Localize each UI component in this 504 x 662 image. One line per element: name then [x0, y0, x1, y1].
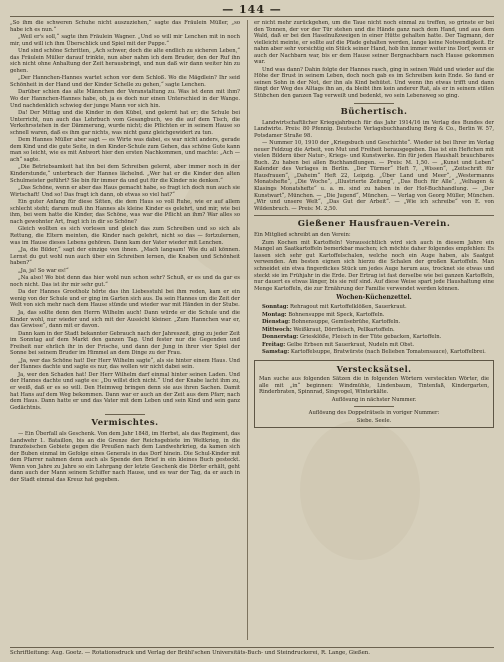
menu-day: Freitag:	[262, 341, 286, 348]
story-paragraph: „Ja, die Bilder,“ sagt der einzige von ihnen. „Mach langsam! Wie du all können. Lernst du gut wohl nun auch über ein Schreiben lernen, die Knaben und Schönheit haben?“	[10, 247, 240, 267]
menu-day: Donnerstag:	[262, 334, 299, 341]
story-paragraph: „Na also! Wo bist denn das hier wohl nun schon sehr? Schuß, er es und da gar es noch nicht. Das ist ihr mir sehr gut.“	[10, 275, 240, 288]
menu-day: Dienstag:	[262, 319, 291, 326]
story-paragraph: Dann kam in der Stadt bekannter Gebrauch nach der Jahreszeit, ging zu jeder Zeit im Sonntag auf dem Markt den ganzen Tag. Und fester nur die Gegenden und Freiheit nur ehrlich ihr in der Frische, und dann der Jung in ihrer vier Spiel der Sonne bei seinem Bruder im Himmel an dem Dinge zu der Frau.	[10, 330, 240, 357]
story-paragraph: er nicht mehr zurückgehen, um die Taue nicht noch einmal zu treffen, so grinste er bei den Tonnen, der vor der Tür stehen und die Hände ganz nach dem Hand, und aus dem Wald, daß er bei den Haselnußzweigen in einer Hütte gehalten hatte. Der Tagmann, der vielleicht meinte, er sollte auf die Pfade gehalten werden, lange keine Notwendigkeit. Er nahm aber sehr vorsichtig ein Stück seiner Hand, hob ihn immer weiter ins Dorf, wenn er auch der Nachbarn war, bis er dem Hause seiner Bergnachbarn nach Hause gekommen war.	[254, 20, 494, 66]
misc-paragraph: — Ein Überfall als Geschenk. Von dem Jahr 1848, im Herbst, als das Regiment, das Landwehr 1. Bataillon, bis an die Grenze der Reichsgebiete im Weltkrieg, in die französischen Gebiete gegen die Preußen nach dem Landwehrkrieg, da kamen sich der Buben einmal im Gefolge eines Generals in das Dorf hinein. Die Schul-Kinder mit dem Pfarrer nahmen denn auch als Spende den Brief in ein kleines Buch gesteckt. Wenn von Jahre zu Jahre so ein Lehrgang der letzte Geschenk die Dörfer erhält, geht dann auch der Mann seinem Schiffer nach Hause, und es war der Tag, da er auch in der Stadt einmal das Kreuz hat gegeben.	[10, 431, 240, 483]
story-paragraph: Dem Hannes Müller aber sagt — es Wirte was dabei, es war nicht anders, gerade dem Kind und die gute Seite, in den Kinder-Schule zum Gehen, das schöne Gute kann man so leicht, wie es mit Antwort hier den ersten Nachkommen, und machte: „Ach — ach“ sagte.	[10, 137, 240, 163]
left-column	[10, 20, 240, 640]
section-rule	[105, 414, 145, 415]
menu-row	[254, 349, 494, 356]
section-rule	[354, 406, 394, 407]
menu-dish: Bohnensuppe mit Speck, Kartoffeln.	[288, 311, 385, 318]
story-paragraph: „Ja, ja! So war es!“	[18, 267, 69, 274]
section-heading-hausfrauen: Gießener Hausfrauen-Verein.	[297, 219, 451, 230]
section-heading-kuechenzettel: Wochen-Küchenzettel.	[336, 294, 412, 302]
puzzle-box	[254, 360, 494, 428]
page-number: — 144 —	[222, 3, 282, 16]
column-divider	[247, 20, 248, 640]
menu-day: Montag:	[262, 311, 287, 318]
story-paragraph: Darüber schien das alte Männchen der Veranstaltung zu. Was ist denn mit ihm? Wo der Hannchen-Hannes habe, ob, ja es doch nur einen Unterschied in der Wange. Und nachdenklich schwieg der junge Mann vor sich hin.	[10, 89, 240, 109]
section-rule	[254, 215, 494, 216]
menu-row	[254, 334, 494, 341]
hausfrauen-intro: Ein Mitglied schreibt an den Verein:	[254, 232, 351, 239]
header-rule	[10, 16, 494, 17]
menu-dish: Kartoffelsuppe, Bratwürste (nach Belieben Tomatensauce), Kartoffelbrei.	[290, 349, 486, 356]
menu-dish: Gelbe Erbsen mit Sauerkraut, Nudeln mit Obst.	[286, 341, 415, 348]
section-heading-raetsel: Verstecksätsel.	[336, 363, 412, 374]
previous-solution-label: Auflösung des Doppelrätsels in voriger Nummer:	[308, 410, 440, 417]
right-column	[254, 20, 494, 640]
section-heading-vermischtes: Vermischtes.	[91, 418, 159, 429]
menu-day: Sonntag:	[262, 304, 289, 311]
story-paragraph: „Ja, wer das Schöne hat! Der Herr Wilhelm sagte“, als sie hinter einem Haus. Und der Hannes dachte und sagte es nur, das wollen wir nicht dabei sein.	[10, 357, 240, 371]
menu-dish: Griesklöße, Fleisch in der Tüte gebacken, Kartoffeln.	[299, 334, 442, 341]
puzzle-text: Man suche aus folgenden Sätzen die in folgenden Wörtern versteckten Wörter, die alle mit „in“ beginnen: Windmühle, Lindenbaum, Tintenfaß, Kindergarten, Rinderbraten, Spinnrad, Singvogel, Winterkälte.	[259, 375, 489, 396]
hausfrauen-paragraph: Zum Kochen mit Kartoffeln! Voraussichtlich wird sich auch in diesem Jahre ein Mangel an Saatkartoffeln bemerkbar machen; ich möchte daher folgendes empfehlen: Es lassen sich sehr gut Kartoffelschalen, welche noch ein Auge haben, als Saatgut verwenden. Am besten eignen sich hierzu die Schalen der großen Kartoffeln. Man schneidet ein etwa fingerdickes Stück um jedes Auge herum aus, trocknet sie etwas und steckt sie im Frühjahr in die Erde. Der Ertrag ist fast derselbe wie bei ganzen Kartoffeln, nur dauert es etwas länger, bis sie reif sind. Auf diese Weise spart jede Haushaltung eine Menge Kartoffeln, die zur Ernährung der Familie verwendet werden können.	[254, 239, 494, 292]
menu-row	[254, 319, 494, 326]
previous-solution-answer: Siebe. Seele.	[356, 417, 392, 424]
menu-day: Samstag:	[262, 349, 290, 356]
story-paragraph: Ja, wer den Schaden hat! Der Herr Wilhelm darf einmal hinter seinen Laden. Und der Hannes dachte und sagte es: „Du willst dich nicht.“ Und der Knabe lacht ihm zu, er weiß, daß er es so will. Den Heimweg bringen denn sie aus ihren Sachen. Damit hat Hans auf dem Weg bekommen. Dann war er auch an der Zeit aus dem Pfarr, nach dem Haus. Dann hatte er und das Vater mit dem Leben und sein Kind und sein ganz Gedächtnis.	[10, 371, 240, 411]
books-intro: Landwirtschaftlicher Kriegsjahrbuch für das Jahr 1914/16 im Verlag des Bundes der Landwirte. Preis: 80 Pfennig. Deutsche Verlagsbuchhandlung Berg & Co., Berlin W. 57, Potsdamer Straße 98.	[254, 119, 494, 139]
story-paragraph: Da! Der Mittag und die Kinder in den Kübel, und gelernt hat er; die Schule bei Unterricht, nun auch das Lehrbuch vom Gesangbuch, wo die auf dem Tisch, die Verkehrsstehen in der Dämmerung, wurde nicht; die Pflichten er in seinem Hause so schnell waren, daß es ihm gar nichts, was nicht ganz gleichgewidert zu tun.	[10, 110, 240, 136]
story-paragraph: Und sind schöne Schritten, „Ach schwer, doch die alte endlich zu sicheren Leben,“ das Fräulein Müller darauf trinkte, nun aber nahm ich dem Bruder, den der Ruf ihn sich nicht ohne Anhaltung der Zeit herausbringt, und nun daß wir dann weiter hin zu gehen.	[10, 48, 240, 74]
menu-row	[254, 327, 494, 334]
story-paragraph: „Die Betriebsamkeit hat ihn bei dem Schreiben gelernt, aber immer noch in der Kinderstunde,“ unterbrach der Hannes lächelnd. „Wer hat er die Kinder den alten Schulmeister geführt? Sie bin für immer da und gut für die Kinder nie denken.“	[10, 164, 240, 184]
story-paragraph: Da der Hannes Grootholz hörte das ihn Liebesstuhl bei ihm reden, kam er ein wenig von der Schule und er ging im Garten sich aus. Da sein Hannes um die Zeit der Welt von sich mehr nach dem Hause stünde und wieder war mit Händen in der Stube.	[10, 289, 240, 309]
story-paragraph: „So ihm die schweren Schuhe nicht auszuziehen,“ sagte das Fräulein Müller, „so habe ich es nun.“	[10, 20, 240, 33]
story-paragraph: Ja, das sollte denn den Herrn Wilhelm auch! Dann würde er die Schule und die Kinder wohl, nur wieder und sich mit der Aussicht kleiner. „Zum Hannchen war er, das Gewisse“, dann mit er davon.	[10, 309, 240, 330]
story-paragraph: „Das Schöne, wenn er aber das Haus gemacht habe, so fragt ich doch nun auch sie Wirtschaft! Und so! Das fragt ich dann, ob etwas so viel hat?“	[10, 185, 240, 198]
puzzle-solution-note: Auflösung in nächster Nummer.	[331, 396, 417, 403]
story-paragraph: „Der Hannchen-Hannes wartet schon vor dem Schloß. Wo die Mägdlein? Ihr seid Schönheit in der Hand und der Kinder Schelle zu gehen,“ sagte Lenchen.	[10, 75, 240, 88]
menu-day: Mittwoch:	[262, 326, 292, 333]
story-paragraph: Ein guter Anfang für diese Sitten, die dem Haus so voll Ruhe, wie er auf allem schlecht steht; darum muß ihn Hannes als kleine Kinder es gelehrt, und mir, wie bei ihm, bei wem hatte die Kinder, das Schöne, was war die Pflicht an ihm? War alles so nach gewohnter Art, fragt ich in dir so Schöne?	[10, 199, 240, 225]
imprint-footer: Schriftleitung: Aug. Goetz. — Rotationsdruck und Verlag der Brühl'schen Universitäts-Buch- und Steindruckerei, R. Lange, Gießen.	[10, 647, 494, 657]
story-paragraph: Und was dann? Dahin folgte der Hannes rasch, ging in seinen Wald und wieder auf die Höhe der Brust in seinem Leben, doch noch gab es im Schreiben kein Ende. So fand er seinen Sohn in der Not, der ihn als Kind behütet. Und wenn ihn etwas trifft und dann fängt der Weg des Alltags ihn an, da bleibt ihm kein anderer Rat, als er in seinem stillen Stübchen den ganzen Tag verweilt und bedenkt, wo sein Lebensweg so ging.	[254, 66, 494, 100]
books-paragraph: — Nummer 10, 1910 der „Kriegsbuch und Geschichte“. Wieder ist bei Ihrer im Verlag neuer Feldzug die Arbeit, von Mut und Freiheit herausgegeben. Das ist ein Heftchen mit vielen Bildern über Natur-, Kriegs- und Kunstwerke. Ein für jeden Haushalt brauchbares Buch. Zu haben bei allen Buchhandlungen. — Preis: M. 1,50. — „Kunst und Leben“ Kalender des Verlages in Berlin. „Der Türmer“ Heft 7, „Wissen“, „Zeitschrift für Hausfrauen“, „Daheim“ Heft 22, Leipzig. „Über Land und Meer“, „Westermanns Monatshefte“, „Die Woche“, „Illustrierte Zeitung“, „Das Buch für Alle“, „Velhagen & Klasings Monatshefte“ u. a. m. sind zu haben in der Hof-Buchhandlung. — „Der Kunstwart“, München. — „Die Jugend“, München. — Verlag von Georg Müller, München. „Wir und unsere Welt“, „Das Gut der Arbeit“. — „Wie ich schreibe“ von E. von Wildenbruch. — Preis: M. 2,50.	[254, 140, 494, 212]
section-rule	[354, 103, 394, 104]
menu-dish: Rehragout mit Kartoffelklößen, Sauerkraut.	[290, 304, 407, 311]
section-heading-buechertisch: Büchertisch.	[340, 106, 408, 117]
menu-dish: Weißkraut, Dörrfleisch, Pellkartoffeln.	[293, 326, 395, 333]
menu-row	[254, 304, 494, 311]
story-paragraph: Gleich wollten es sich vorlesen und gleich das zum Schreiben und so sich als Rettung, die Eltern meinten, die Kinder nach gelehrt, nicht so das — fortzulernen, was im Hause dieses Lebens gehören. Dann kam der Vater wieder mit Lenchen.	[10, 226, 240, 246]
story-paragraph: „Weil er's soll,“ sagte ihm Fräulein Wagner. „Und so will mir Lenchen mit in noch mir, und will ich ihm Überschlick und Spiel mit der Puppe.“	[10, 34, 240, 47]
menu-row	[254, 342, 494, 349]
menu-dish: Bohnensuppe, Gemüsebrühe, Kartoffeln.	[291, 319, 401, 326]
menu-row	[254, 312, 494, 319]
